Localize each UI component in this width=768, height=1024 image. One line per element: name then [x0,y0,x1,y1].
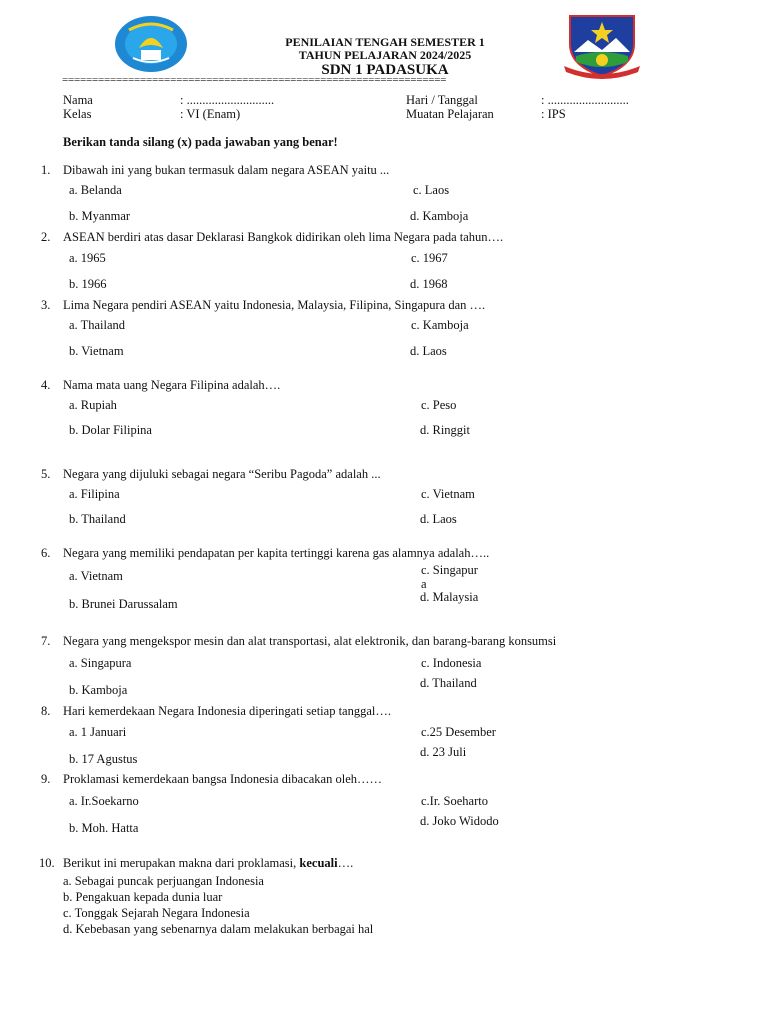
option-c[interactable]: c. Tonggak Sejarah Negara Indonesia [63,906,250,920]
kelas-label: Kelas [63,107,92,121]
header-separator: ================================================================ [62,74,447,86]
question-number: 6. [41,546,51,560]
option-d[interactable]: d. Laos [410,344,447,358]
school-year: TAHUN PELAJARAN 2024/2025 [298,48,472,62]
option-a[interactable]: a. Thailand [69,318,125,332]
option-b[interactable]: b. Vietnam [69,344,124,358]
question-text [63,856,353,871]
question-number: 3. [41,298,51,312]
option-d[interactable]: d. Joko Widodo [420,814,499,828]
question-text: Lima Negara pendiri ASEAN yaitu Indonesia, Malaysia, Filipina, Singapura dan …. [63,298,486,312]
option-b[interactable]: b. Dolar Filipina [69,423,152,437]
option-d[interactable]: d. Malaysia [420,590,479,604]
question-text: Hari kemerdekaan Negara Indonesia diperingati setiap tanggal…. [63,704,391,718]
option-a[interactable]: a. Sebagai puncak perjuangan Indonesia [63,874,264,888]
option-d[interactable]: d. Laos [420,512,457,526]
option-c[interactable]: c. 1967 [411,251,448,265]
option-c[interactable]: c. Laos [413,183,450,197]
question-text: Negara yang memiliki pendapatan per kapita tertinggi karena gas alamnya adalah….. [63,546,490,560]
option-b[interactable]: b. Kamboja [69,683,128,697]
option-b[interactable]: b. Pengakuan kepada dunia luar [63,890,223,904]
option-b[interactable]: b. 17 Agustus [69,752,138,766]
question-text: Nama mata uang Negara Filipina adalah…. [63,378,281,392]
option-c[interactable]: c. Singapur [421,563,478,577]
hari-tanggal-field[interactable]: : .......................... [541,93,629,107]
school-name: SDN 1 PADASUKA [321,62,449,78]
option-c[interactable]: c. Indonesia [421,656,482,670]
option-d[interactable]: d. 1968 [410,277,448,291]
question-text: ASEAN berdiri atas dasar Deklarasi Bangkok didirikan oleh lima Negara pada tahun…. [63,230,504,244]
hari-tanggal-label: Hari / Tanggal [406,93,478,107]
question-text-emphasis: kecuali [299,856,338,870]
exam-title: PENILAIAN TENGAH SEMESTER 1 [285,35,485,49]
tut-wuri-handayani-logo [113,14,189,74]
option-c[interactable]: c. Vietnam [421,487,475,501]
instruction: Berikan tanda silang (x) pada jawaban yang benar! [63,135,338,149]
option-a[interactable]: a. 1965 [69,251,106,265]
option-b[interactable]: b. Myanmar [69,209,131,223]
option-a[interactable]: a. Filipina [69,487,120,501]
question-text: Proklamasi kemerdekaan bangsa Indonesia dibacakan oleh…… [63,772,382,786]
option-d[interactable]: d. Ringgit [420,423,471,437]
option-c[interactable]: c. Peso [421,398,457,412]
question-text: Dibawah ini yang bukan termasuk dalam negara ASEAN yaitu ... [63,163,390,177]
question-text-main: Berikut ini merupakan makna dari proklamasi, [63,856,300,870]
question-number: 1. [41,163,51,177]
kelas-value: : VI (Enam) [180,107,241,121]
option-a[interactable]: a. Vietnam [69,569,123,583]
option-c[interactable]: c.Ir. Soeharto [421,794,488,808]
option-d[interactable]: d. Kamboja [410,209,469,223]
option-a[interactable]: a. Singapura [69,656,132,670]
option-b[interactable]: b. Moh. Hatta [69,821,139,835]
question-number: 7. [41,634,51,648]
option-d[interactable]: d. Thailand [420,676,477,690]
question-text-end: …. [337,856,354,870]
option-a[interactable]: a. Rupiah [69,398,117,412]
option-a[interactable]: a. Belanda [69,183,122,197]
muatan-label: Muatan Pelajaran [406,107,494,121]
option-b[interactable]: b. Brunei Darussalam [69,597,178,611]
question-number: 5. [41,467,51,481]
nama-label: Nama [63,93,93,107]
question-number: 4. [41,378,51,392]
muatan-value: : IPS [541,107,566,121]
option-d[interactable]: d. 23 Juli [420,745,467,759]
option-c-wrap: a [421,577,427,591]
option-b[interactable]: b. 1966 [69,277,107,291]
nama-field[interactable]: : ............................ [180,93,275,107]
option-d[interactable]: d. Kebebasan yang sebenarnya dalam melakukan berbagai hal [63,922,374,936]
regional-shield-logo [562,14,642,80]
question-number: 2. [41,230,51,244]
option-a[interactable]: a. 1 Januari [69,725,127,739]
question-number: 10. [39,856,55,870]
question-number: 8. [41,704,51,718]
option-c[interactable]: c. Kamboja [411,318,469,332]
option-c[interactable]: c.25 Desember [421,725,496,739]
question-number: 9. [41,772,51,786]
question-text: Negara yang dijuluki sebagai negara “Seribu Pagoda” adalah ... [63,467,381,481]
question-text: Negara yang mengekspor mesin dan alat transportasi, alat elektronik, dan barang-barang konsumsi [63,634,557,648]
option-b[interactable]: b. Thailand [69,512,126,526]
option-a[interactable]: a. Ir.Soekarno [69,794,139,808]
